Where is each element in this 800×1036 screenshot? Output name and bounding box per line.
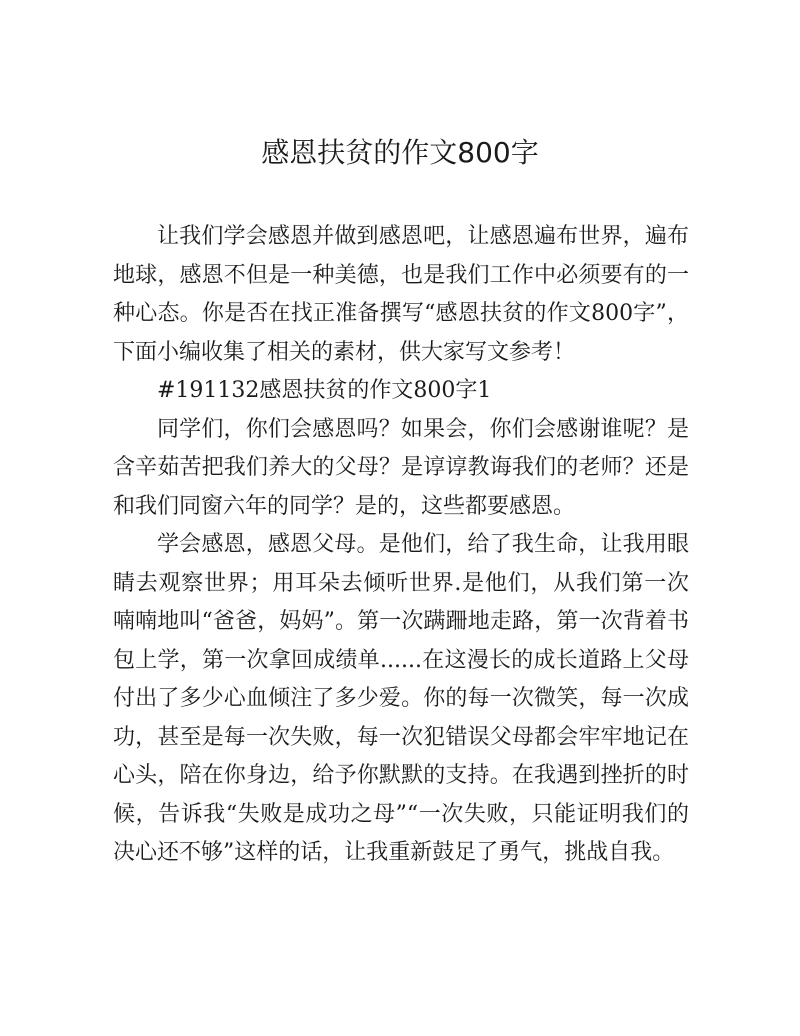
section-heading: #191132感恩扶贫的作文800字1 — [157, 378, 492, 403]
body-paragraph: 学会感恩，感恩父母。是他们，给了我生命，让我用眼睛去观察世界；用耳朵去倾听世界.是他们，从我们第一次喃喃地叫“爸爸，妈妈”。第一次蹒跚地走路，第一次背着书包上学，第一次拿回成绩单......在这漫长的成长道路上父母付出了多少心血倾注了多少爱。你的每一次微笑，每一次成功，甚至是每一次失败，每一次犯错误父母都会牢牢地记在心头，陪在你身边，给予你默默的支持。在我遇到挫折的时候，告诉我“失败是成功之母”“一次失败，只能证明我们的决心还不够”这样的话，让我重新鼓足了勇气，挑战自我。 — [113, 532, 689, 865]
document-title: 感恩扶贫的作文800字 — [261, 136, 539, 169]
document-body — [113, 218, 689, 873]
intro-paragraph: 让我们学会感恩并做到感恩吧，让感恩遍布世界，遍布地球，感恩不但是一种美德，也是我们工作中必须要有的一种心态。你是否在找正准备撰写“感恩扶贫的作文800字”，下面小编收集了相关的素材，供大家写文参考！ — [113, 224, 689, 365]
body-paragraph: 同学们，你们会感恩吗？如果会，你们会感谢谁呢？是含辛茹苦把我们养大的父母？是谆谆教诲我们的老师？还是和我们同窗六年的同学？是的，这些都要感恩。 — [113, 416, 689, 519]
